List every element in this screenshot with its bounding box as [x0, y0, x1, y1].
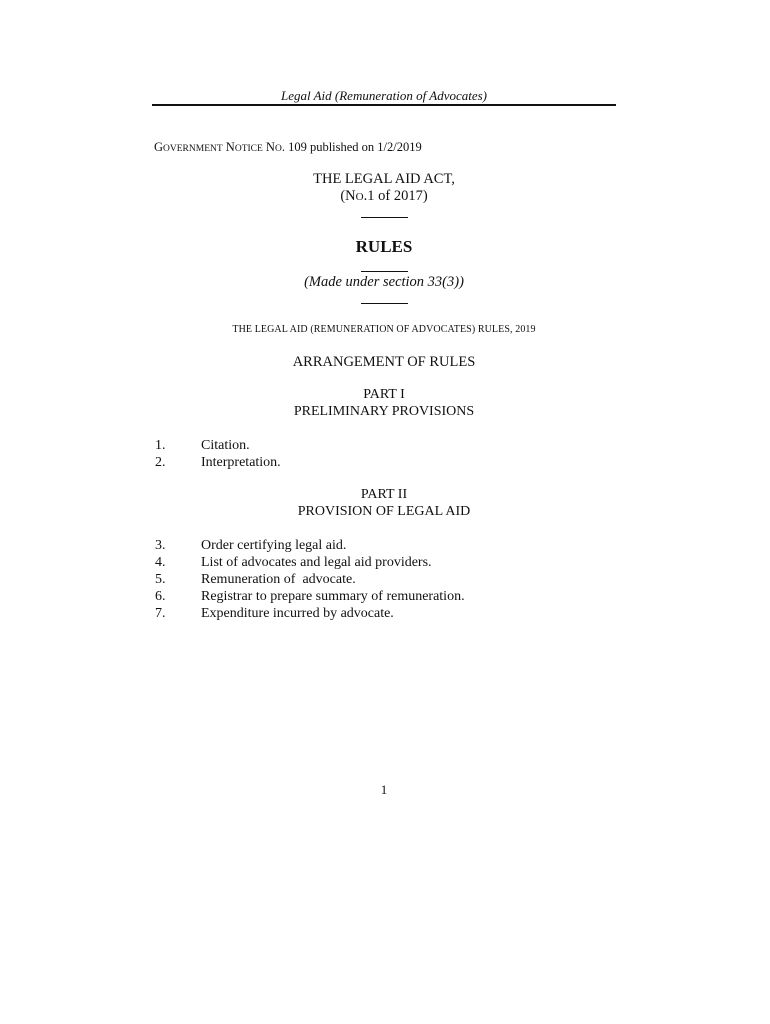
rule-number: 6.	[155, 589, 166, 604]
government-notice	[154, 139, 422, 157]
notice-details: . 109 published on 1/2/2019	[281, 140, 422, 154]
rule-title: Interpretation.	[201, 455, 281, 470]
rule-number: 1.	[155, 438, 166, 453]
rule-title: Expenditure incurred by advocate.	[201, 606, 394, 621]
rule-title: Citation.	[201, 438, 250, 453]
act-number	[152, 187, 616, 206]
rule-number: 7.	[155, 606, 166, 621]
rule-number: 5.	[155, 572, 166, 587]
act-number-prefix: (N	[340, 188, 356, 204]
notice-word2-initial: N	[225, 140, 235, 154]
part-label: PART II	[360, 487, 408, 502]
list-item	[155, 571, 615, 588]
act-number-o: O	[355, 191, 364, 203]
notice-no-rest: O	[274, 144, 282, 154]
header-rule	[152, 104, 616, 106]
notice-word1-rest: OVERNMENT	[163, 144, 223, 154]
act-title: THE LEGAL AID ACT,	[313, 171, 455, 187]
arrangement-heading: ARRANGEMENT OF RULES	[292, 354, 476, 370]
rules-full-title: THE LEGAL AID (REMUNERATION OF ADVOCATES) RULES, 2019	[232, 324, 536, 335]
list-item	[155, 588, 615, 605]
rule-number: 2.	[155, 455, 166, 470]
rule-number: 3.	[155, 538, 166, 553]
part-title: PRELIMINARY PROVISIONS	[293, 404, 475, 419]
toc-list-part-1	[155, 437, 615, 471]
divider-rule	[361, 217, 408, 218]
rules-heading: RULES	[355, 237, 413, 256]
notice-no-initial: N	[265, 140, 275, 154]
rule-title: Remuneration of advocate.	[201, 572, 356, 587]
part-title: PROVISION OF LEGAL AID	[297, 504, 471, 519]
list-item	[155, 554, 615, 571]
made-under-section: (Made under section 33(3))	[304, 274, 464, 290]
rule-number: 4.	[155, 555, 166, 570]
rule-title: List of advocates and legal aid providers.	[201, 555, 432, 570]
list-item	[155, 605, 615, 622]
notice-word1-initial: G	[154, 140, 164, 154]
divider-rule	[361, 303, 408, 304]
list-item	[155, 537, 615, 554]
list-item	[155, 454, 615, 471]
part-label: PART I	[363, 387, 405, 402]
act-number-rest: .1 of 2017)	[363, 188, 428, 204]
rule-title: Registrar to prepare summary of remuneration.	[201, 589, 465, 604]
toc-list-part-2	[155, 537, 615, 622]
running-header: Legal Aid (Remuneration of Advocates)	[280, 88, 488, 103]
page-number: 1	[380, 782, 388, 797]
rule-title: Order certifying legal aid.	[201, 538, 347, 553]
list-item	[155, 437, 615, 454]
divider-rule	[361, 271, 408, 272]
notice-word2-rest: OTICE	[234, 144, 263, 154]
